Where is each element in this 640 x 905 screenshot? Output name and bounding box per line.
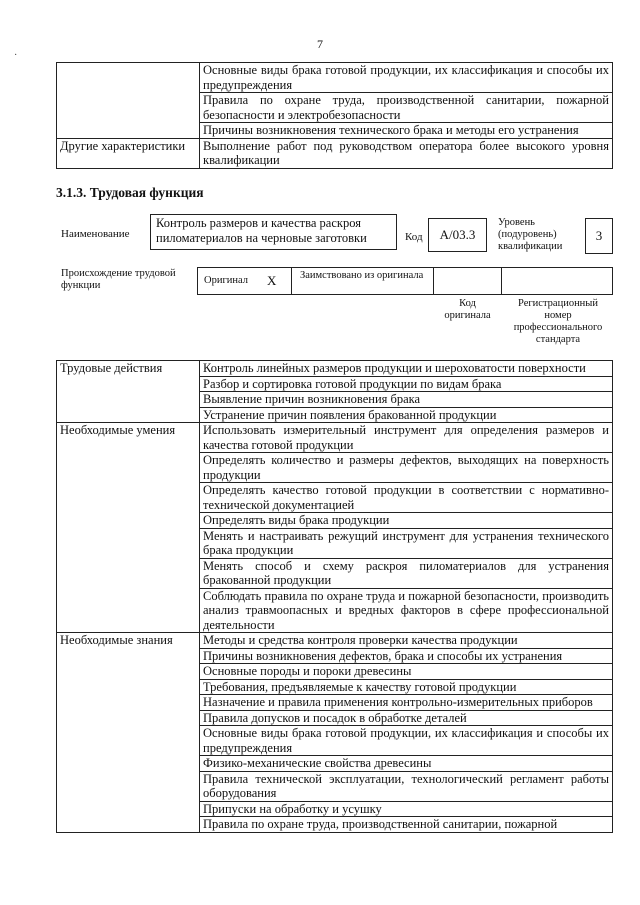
- section-item: Использовать измерительный инструмент для определения размеров и качества готовой продукции: [200, 423, 613, 453]
- origin-label: Происхождение трудовой функции: [61, 268, 176, 291]
- top-table-row: [57, 123, 613, 139]
- section-label: Необходимые умения: [57, 423, 200, 633]
- section-item: Физико-механические свойства древесины: [200, 756, 613, 772]
- level-box: [585, 218, 613, 254]
- code-value: А/03.3: [439, 227, 476, 242]
- original-label: Оригинал: [204, 275, 248, 286]
- section-item: Требования, предъявляемые к качеству готовой продукции: [200, 679, 613, 695]
- section-item: Контроль линейных размеров продукции и шероховатости поверхности: [200, 361, 613, 377]
- top-table-value: Выполнение работ под руководством оператора более высокого уровня квалификации: [200, 138, 613, 168]
- section-item: Соблюдать правила по охране труда и пожарной безопасности, производить анализ травмоопасных и вредных факторов в сфере профессиональной деятельности: [200, 588, 613, 633]
- section-item: Определять виды брака продукции: [200, 513, 613, 529]
- main-table-row: [57, 423, 613, 453]
- top-table-row: [57, 93, 613, 123]
- top-table-value: Причины возникновения технического брака и методы его устранения: [200, 123, 613, 139]
- section-title: 3.1.3. Трудовая функция: [56, 185, 204, 200]
- section-item: Причины возникновения дефектов, брака и способы их устранения: [200, 648, 613, 664]
- section-item: Правила по охране труда, производственной санитарии, пожарной: [200, 817, 613, 833]
- level-label: Уровень (подуровень) квалификации: [498, 217, 563, 252]
- section-item: Менять способ и схему раскроя пиломатериалов для устранения бракованной продукции: [200, 558, 613, 588]
- borrowed-label: Заимствовано из оригинала: [300, 270, 424, 281]
- section-item: Определять количество и размеры дефектов, выходящих на поверхность продукции: [200, 453, 613, 483]
- section-item: Методы и средства контроля проверки качества продукции: [200, 633, 613, 649]
- code-original-label: Код оригинала: [444, 298, 491, 321]
- name-label: Наименование: [61, 228, 130, 240]
- section-item: Припуски на обработку и усушку: [200, 801, 613, 817]
- reg-number-cell: [501, 267, 613, 295]
- section-item: Правила технической эксплуатации, технологический регламент работы оборудования: [200, 771, 613, 801]
- section-label: Необходимые знания: [57, 633, 200, 833]
- section-label: Трудовые действия: [57, 361, 200, 423]
- code-label: Код: [405, 231, 423, 243]
- function-name-box: [150, 214, 397, 250]
- top-table-value: Правила по охране труда, производственной санитарии, пожарной безопасности и электробезопасности: [200, 93, 613, 123]
- top-table-label: [57, 63, 200, 93]
- function-name-value: Контроль размеров и качества раскроя пиломатериалов на черновые заготовки: [156, 216, 367, 245]
- section-item: Выявление причин возникновения брака: [200, 392, 613, 408]
- top-table-label: Другие характеристики: [57, 138, 200, 168]
- code-original-cell: [433, 267, 502, 295]
- top-table-label: [57, 123, 200, 139]
- edge-mark: ·: [14, 50, 18, 61]
- level-value: 3: [595, 228, 603, 243]
- reg-number-label: Регистрационный номер профессионального стандарта: [513, 298, 603, 345]
- main-table-row: [57, 361, 613, 377]
- main-table-row: [57, 633, 613, 649]
- code-box: [428, 218, 487, 252]
- page-number: 7: [317, 37, 323, 51]
- section-item: Основные виды брака готовой продукции, их классификация и способы их предупреждения: [200, 726, 613, 756]
- top-continuation-table: [56, 62, 613, 169]
- top-table-value: Основные виды брака готовой продукции, их классификация и способы их предупреждения: [200, 63, 613, 93]
- section-item: Назначение и правила применения контрольно-измерительных приборов: [200, 695, 613, 711]
- section-item: Устранение причин появления бракованной продукции: [200, 407, 613, 423]
- top-table-row: [57, 138, 613, 168]
- original-cell: [197, 267, 292, 295]
- top-table-label: [57, 93, 200, 123]
- top-table-row: [57, 63, 613, 93]
- section-item: Разбор и сортировка готовой продукции по видам брака: [200, 376, 613, 392]
- section-item: Основные породы и пороки древесины: [200, 664, 613, 680]
- original-mark: Х: [267, 273, 277, 288]
- section-item: Правила допусков и посадок в обработке деталей: [200, 710, 613, 726]
- borrowed-cell: [291, 267, 434, 295]
- section-item: Менять и настраивать режущий инструмент для устранения технического брака продукции: [200, 528, 613, 558]
- section-item: Определять качество готовой продукции в соответствии с нормативно-технической документацией: [200, 483, 613, 513]
- main-function-table: [56, 360, 613, 833]
